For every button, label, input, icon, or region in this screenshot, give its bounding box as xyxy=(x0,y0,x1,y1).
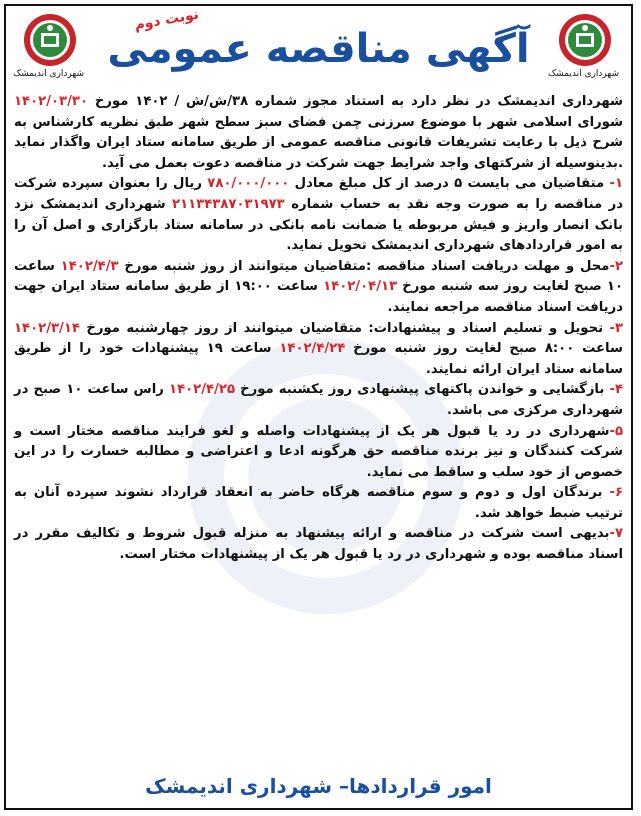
clause-text: تحویل و تسلیم اسناد و پیشنهادات: متقاضیان میتوانند از روز چهارشنبه مورخ xyxy=(79,320,610,336)
clause-text: شهرداری اندیمشک نزد بانک انصار واریز و فیش مربوطه یا ضمانت نامه بانکی در سامانه ستاد بارگزاری و اصل آن را به امور قراردادهای شهرداری اندیمشک تحویل نماید. xyxy=(14,196,623,254)
clause-3 xyxy=(14,319,623,381)
clause-2 xyxy=(14,257,623,319)
permit-date: ۱۴۰۲/۰۳/۳۰ xyxy=(14,94,89,109)
clause-text: شهرداری در رد یا قبول هر یک از پیشنهادات واصله و لغو فرایند مناقصه مختار است و شرکت کنندگان و نیز برنده مناقصه حق هرگونه ادعا و اعتراضی و مطالبه خسارت را در این خصوص از خود سلب و ساقط می نماید. xyxy=(14,423,623,480)
deposit-amount: ۷۸۰/۰۰۰/۰۰۰ xyxy=(207,176,290,192)
clause-text: متقاضیان می بایست ۵ درصد از کل مبلغ معادل xyxy=(289,176,610,192)
opening-date: ۱۴۰۲/۴/۲۵ xyxy=(169,382,235,398)
intro-text-continued: شورای اسلامی شهر با موضوع سرزنی چمن فضای سبز سطح شهر طبق نظریه کارشناس به شرح ذیل با رعایت تشریفات قانونی مناقصه عمومی از طریق سامانه ستاد ایران واگذار نماید .بدینوسیله از شرکتهای واجد شرایط جهت شرکت در مناقصه دعوت بعمل می آید. xyxy=(14,114,623,171)
clause-number: ۵- xyxy=(609,423,623,439)
clause-number: ۴- xyxy=(609,382,623,398)
notice-body xyxy=(14,92,623,566)
clause-5 xyxy=(14,422,623,484)
clause-text: بازگشایی و خواندن پاکتهای پیشنهادی روز یکشنبه مورخ xyxy=(235,382,610,398)
clause-number: ۶- xyxy=(609,485,623,501)
clause-text: ساعت ۱۹:۰۰ از طریق سامانه ستاد ایران جهت دریافت اسناد مناقصه مراجعه نمایند. xyxy=(14,279,623,315)
intro-text: شهرداری اندیمشک در نظر دارد به استناد مجوز شماره ۳۸/ش/ش / ۱۴۰۲ مورخ xyxy=(88,94,623,109)
account-number: ۲۱۱۳۴۳۸۷۰۳۱۹۷۳ xyxy=(172,196,285,212)
clause-text: راس ساعت ۱۰ صبح در شهرداری مرکزی می باشد. xyxy=(14,382,623,418)
clause-text: ساعت ۸:۰۰ صبح لغایت روز شنبه مورخ xyxy=(345,341,623,357)
notice-frame xyxy=(4,4,633,810)
clause-text: محل و مهلت دریافت اسناد مناقصه :متقاضیان میتوانند از روز شنبه مورخ xyxy=(118,258,610,274)
notice-title: آگهی مناقصه عمومی xyxy=(107,26,530,72)
footer-signature: امور قراردادها– شهرداری اندیمشک xyxy=(145,774,492,798)
clause-text: بدیهی است شرکت در مناقصه و ارائه پیشنهاد به منزله قبول شروط و تکالیف مقرر در اسناد مناقصه بوده و شهرداری در رد یا قبول هر یک از پیشنهادات مختار است. xyxy=(14,526,623,563)
clause-number: ۱- xyxy=(609,176,624,192)
emblem-caption-left: شهرداری اندیمشک xyxy=(13,69,84,79)
clause-4 xyxy=(14,380,623,421)
clause-text: ریال را بعنوان سپرده شرکت در مناقصه را به صورت وجه نقد به حساب شماره xyxy=(14,176,623,212)
clause-6 xyxy=(14,483,623,524)
clause-text: برندگان اول و دوم و سوم مناقصه هرگاه حاضر به انعقاد قرارداد نشوند سپرده آنان به ترتیب ضبط خواهد شد. xyxy=(14,485,623,521)
end-date: ۱۴۰۲/۴/۲۴ xyxy=(279,341,346,357)
clause-number: ۳- xyxy=(609,320,623,336)
start-date: ۱۴۰۲/۴/۳ xyxy=(60,258,119,274)
notice-header xyxy=(6,6,631,94)
clause-1 xyxy=(14,174,623,256)
clause-text: ساعت ۱۹ پیشنهادات خود را از طریق سامانه ستاد ایران ارائه نمایند. xyxy=(14,341,623,377)
emblem-icon xyxy=(557,12,613,68)
clause-text: ساعت ۱۰ صبح لغایت روز سه شنبه مورخ xyxy=(14,258,623,295)
clause-7 xyxy=(14,524,623,565)
emblem-caption-right: شهرداری اندیمشک xyxy=(548,69,619,79)
clause-number: ۲- xyxy=(609,258,623,274)
clause-number: ۷- xyxy=(609,526,623,542)
start-date: ۱۴۰۲/۳/۱۴ xyxy=(14,320,80,336)
intro-paragraph xyxy=(14,92,623,174)
end-date: ۱۴۰۲/۰۴/۱۳ xyxy=(323,279,398,295)
round-label: نوبت دوم xyxy=(133,6,201,34)
municipality-emblem-right xyxy=(548,12,619,84)
